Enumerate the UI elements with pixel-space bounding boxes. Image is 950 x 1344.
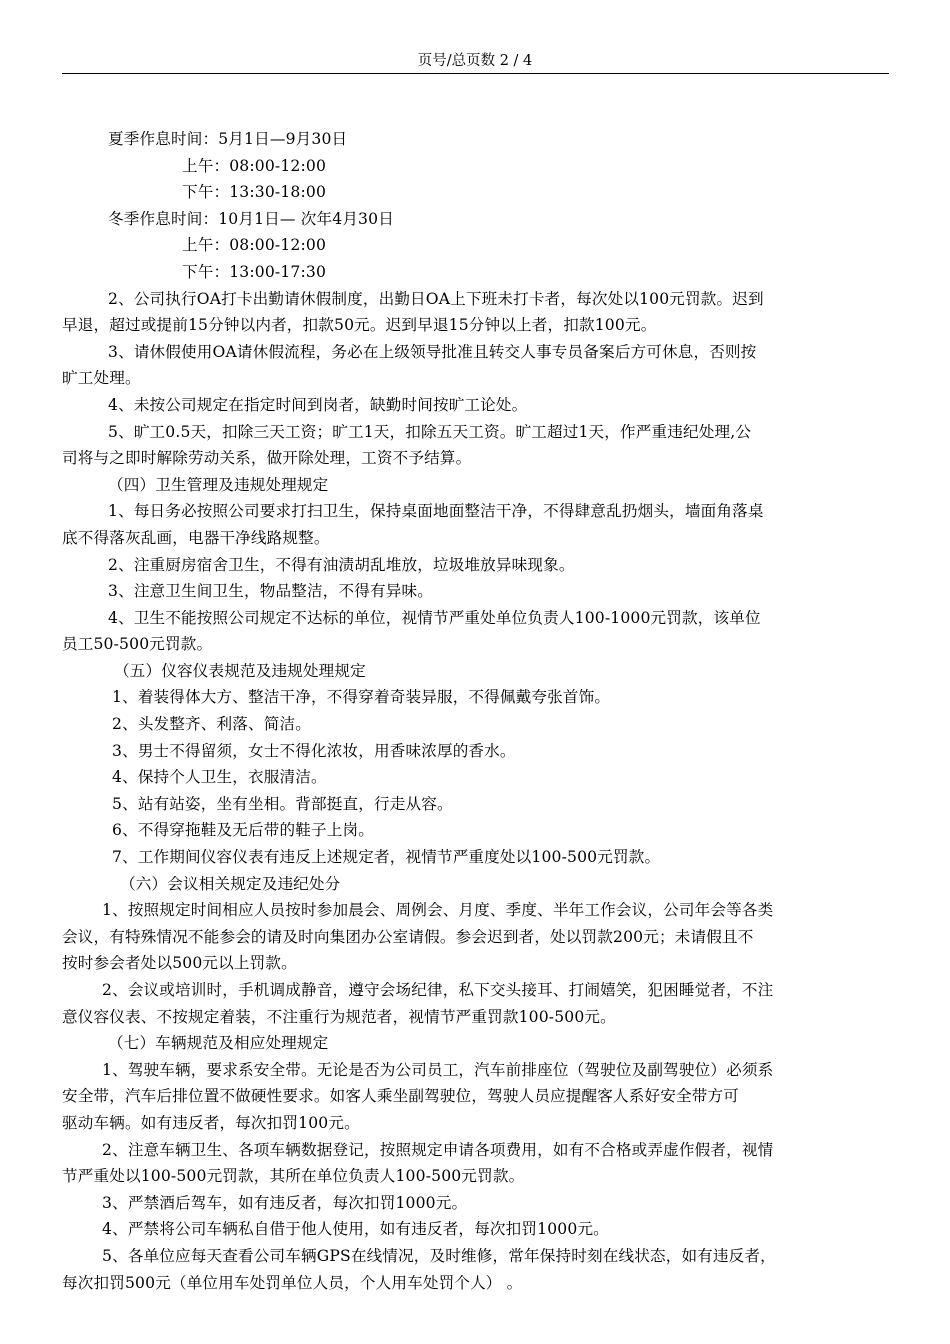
paragraph-line: 按时参会者处以500元以上罚款。 xyxy=(62,954,297,973)
paragraph-line: 2、注重厨房宿舍卫生，不得有油渍胡乱堆放，垃圾堆放异味现象。 xyxy=(108,555,575,574)
list-item: 5、站有站姿，坐有坐相。背部挺直，行走从容。 xyxy=(112,794,453,813)
summer-afternoon-line: 下午：13:30-18:00 xyxy=(182,183,327,202)
winter-morning-line: 上午：08:00-12:00 xyxy=(182,236,327,255)
winter-afternoon-line: 下午：13:00-17:30 xyxy=(182,262,327,281)
paragraph-line: 会议，有特殊情况不能参会的请及时向集团办公室请假。参会迟到者，处以罚款200元；未请假且不 xyxy=(62,927,754,946)
section-heading-6: （六）会议相关规定及违纪处分 xyxy=(120,874,341,893)
paragraph-line: 2、会议或培训时，手机调成静音，遵守会场纪律，私下交头接耳、打闹嬉笑，犯困睡觉者，不注 xyxy=(102,981,774,999)
page-header xyxy=(0,52,950,70)
paragraph-line: 每次扣罚500元（单位用车处罚单位人员，个人用车处罚个人） 。 xyxy=(62,1273,523,1292)
paragraph-line: 员工50-500元罚款。 xyxy=(62,635,213,654)
paragraph-line: 5、旷工0.5天，扣除三天工资；旷工1天，扣除五天工资。旷工超过1天，作严重违纪处理,公 xyxy=(108,422,752,441)
paragraph-line: 4、严禁将公司车辆私自借于他人使用，如有违反者，每次扣罚1000元。 xyxy=(102,1220,609,1239)
summer-schedule-line: 夏季作息时间：5月1日—9月30日 xyxy=(108,130,348,148)
section-heading-7: （七）车辆规范及相应处理规定 xyxy=(108,1034,329,1053)
list-item: 4、保持个人卫生，衣服清洁。 xyxy=(112,768,327,787)
list-item: 7、工作期间仪容仪表有违反上述规定者，视情节严重度处以100-500元罚款。 xyxy=(112,848,661,867)
summer-morning-line: 上午：08:00-12:00 xyxy=(182,156,327,175)
section-heading-5: （五）仪容仪表规范及违规处理规定 xyxy=(114,661,366,680)
paragraph-line: 3、注意卫生间卫生，物品整洁，不得有异味。 xyxy=(108,582,433,601)
paragraph-line: 3、请休假使用OA请休假流程，务必在上级领导批准且转交人事专员备案后方可休息，否则按 xyxy=(108,342,757,361)
paragraph-line: 司将与之即时解除劳动关系，做开除处理，工资不予结算。 xyxy=(62,449,472,468)
paragraph-line: 旷工处理。 xyxy=(62,369,141,388)
paragraph-line: 安全带，汽车后排位置不做硬性要求。如客人乘坐副驾驶位，驾驶人员应提醒客人系好安全带方可 xyxy=(62,1087,739,1106)
paragraph-line: 意仪容仪表、不按规定着装，不注重行为规范者，视情节严重罚款100-500元。 xyxy=(62,1007,616,1026)
list-item: 2、头发整齐、利落、简洁。 xyxy=(112,715,311,734)
paragraph-line: 2、注意车辆卫生、各项车辆数据登记，按照规定申请各项费用，如有不合格或弄虚作假者，视情 xyxy=(102,1140,774,1159)
paragraph-line: 3、严禁酒后驾车，如有违反者，每次扣罚1000元。 xyxy=(102,1193,468,1212)
list-item: 6、不得穿拖鞋及无后带的鞋子上岗。 xyxy=(112,821,374,840)
paragraph-line: 1、驾驶车辆，要求系安全带。无论是否为公司员工，汽车前排座位（驾驶位及副驾驶位）必须系 xyxy=(102,1060,774,1079)
paragraph-line: 底不得落灰乱画，电器干净线路规整。 xyxy=(62,528,330,547)
paragraph-line: 早退，超过或提前15分钟以内者，扣款50元。迟到早退15分钟以上者，扣款100元。 xyxy=(62,316,657,335)
paragraph-line: 5、各单位应每天查看公司车辆GPS在线情况，及时维修，常年保持时刻在线状态，如有违反者， xyxy=(102,1246,776,1265)
paragraph-line: 1、按照规定时间相应人员按时参加晨会、周例会、月度、季度、半年工作会议，公司年会等各类 xyxy=(102,901,774,920)
section-heading-4: （四）卫生管理及违规处理规定 xyxy=(108,475,329,494)
paragraph-line: 驱动车辆。如有违反者，每次扣罚100元。 xyxy=(62,1113,360,1132)
paragraph-line: 1、每日务必按照公司要求打扫卫生，保持桌面地面整洁干净，不得肆意乱扔烟头，墙面角落桌 xyxy=(108,502,764,521)
header-divider xyxy=(62,73,889,74)
winter-schedule-line: 冬季作息时间：10月1日— 次年4月30日 xyxy=(108,209,394,228)
paragraph-line: 4、未按公司规定在指定时间到岗者，缺勤时间按旷工论处。 xyxy=(108,395,528,414)
page-number-label: 页号/总页数 2 / 4 xyxy=(417,53,533,69)
list-item: 1、着装得体大方、整洁干净，不得穿着奇装异服，不得佩戴夸张首饰。 xyxy=(112,688,611,707)
document-body xyxy=(62,126,888,1296)
paragraph-line: 节严重处以100-500元罚款，其所在单位负责人100-500元罚款。 xyxy=(62,1167,525,1186)
paragraph-line: 4、卫生不能按照公司规定不达标的单位，视情节严重处单位负责人100-1000元罚款，该单位 xyxy=(108,608,761,627)
list-item: 3、男士不得留须，女士不得化浓妆，用香味浓厚的香水。 xyxy=(112,741,516,760)
paragraph-line: 2、公司执行OA打卡出勤请休假制度，出勤日OA上下班未打卡者，每次处以100元罚款。迟到 xyxy=(108,289,764,308)
